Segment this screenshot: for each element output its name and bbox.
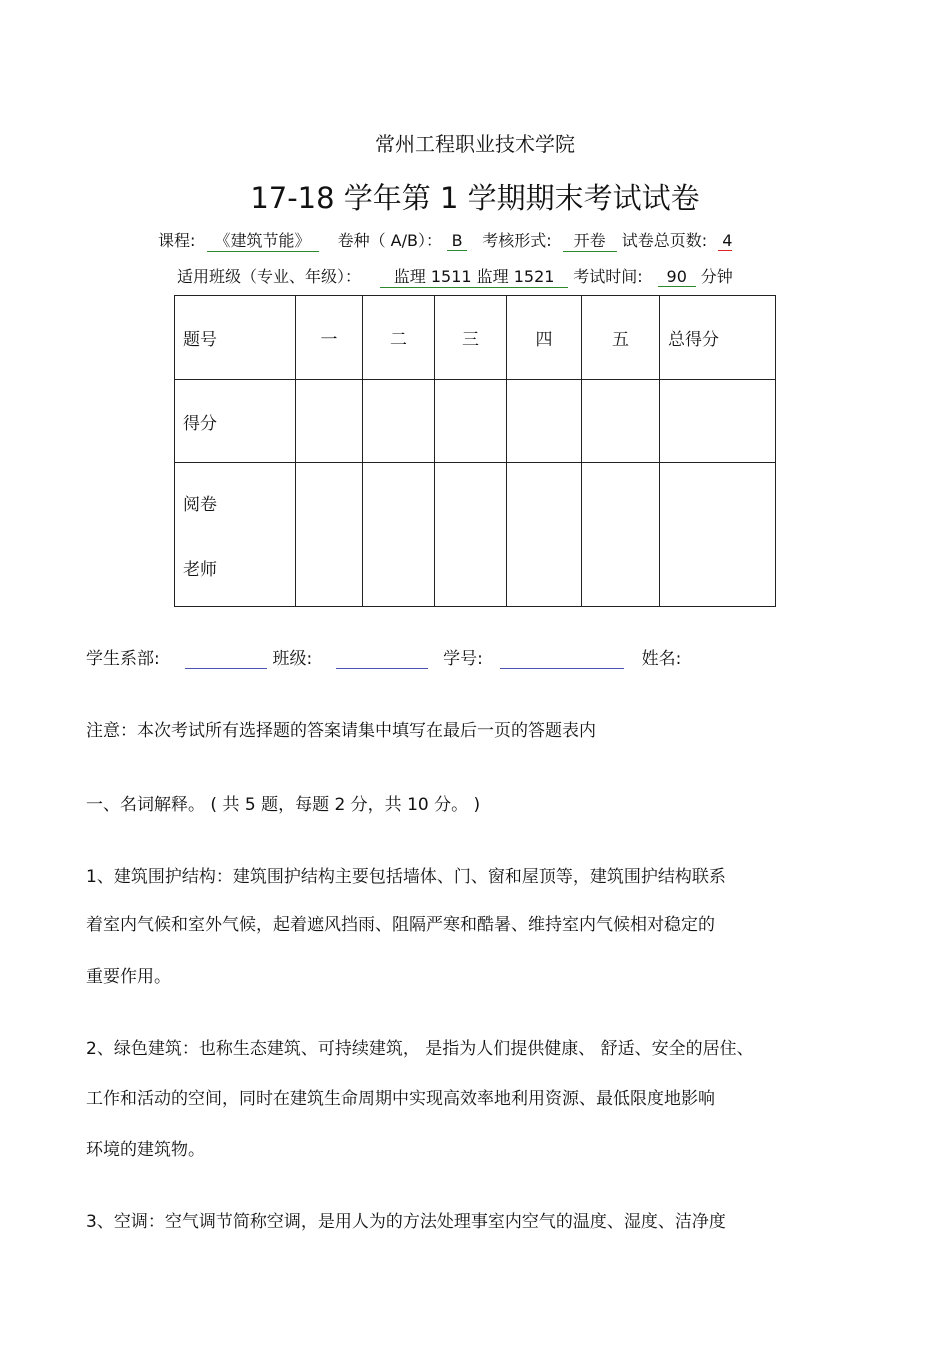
reviewer-cell[interactable] bbox=[660, 463, 776, 607]
q1-line2: 着室内气候和室外气候，起着遮风挡雨、阻隔严寒和酷暑、维持室内气候相对稳定的 bbox=[86, 915, 715, 935]
class-value: 监理 1511 监理 1521 bbox=[380, 264, 568, 288]
exam-title: 17-18 学年第 1 学期期末考试试卷 bbox=[250, 181, 700, 215]
q1-line1: 1、建筑围护结构：建筑围护结构主要包括墙体、门、窗和屋顶等，建筑围护结构联系 bbox=[86, 867, 726, 887]
exam-form-value: 开卷 bbox=[563, 228, 617, 252]
paper-type-value: B bbox=[447, 231, 467, 251]
dept-label: 学生系部: bbox=[86, 649, 160, 669]
header-q2: 二 bbox=[363, 296, 435, 380]
q2-line2: 工作和活动的空间，同时在建筑生命周期中实现高效率地利用资源、最低限度地影响 bbox=[86, 1089, 715, 1109]
score-cell[interactable] bbox=[435, 380, 507, 463]
dept-field[interactable] bbox=[185, 650, 267, 669]
total-pages-label: 试卷总页数: bbox=[621, 231, 708, 250]
score-table bbox=[174, 295, 776, 607]
score-row-label: 得分 bbox=[175, 380, 296, 463]
score-cell[interactable] bbox=[296, 380, 363, 463]
class-info-line bbox=[177, 264, 733, 288]
time-label: 考试时间: bbox=[573, 267, 643, 286]
reviewer-row bbox=[175, 463, 776, 607]
header-q3: 三 bbox=[435, 296, 507, 380]
score-cell[interactable] bbox=[507, 380, 582, 463]
reviewer-label-line2: 老师 bbox=[183, 559, 217, 580]
q2-line1: 2、绿色建筑：也称生态建筑、可持续建筑， 是指为人们提供健康、 舒适、安全的居住、 bbox=[86, 1039, 754, 1059]
reviewer-cell[interactable] bbox=[582, 463, 660, 607]
reviewer-cell[interactable] bbox=[507, 463, 582, 607]
header-total-score: 总得分 bbox=[660, 296, 776, 380]
school-name: 常州工程职业技术学院 bbox=[375, 132, 575, 156]
total-pages-value: 4 bbox=[718, 231, 732, 251]
header-q4: 四 bbox=[507, 296, 582, 380]
table-header-row bbox=[175, 296, 776, 380]
score-cell[interactable] bbox=[363, 380, 435, 463]
exam-info-line bbox=[158, 228, 732, 252]
score-cell[interactable] bbox=[582, 380, 660, 463]
reviewer-row-label bbox=[175, 463, 296, 607]
header-q5: 五 bbox=[582, 296, 660, 380]
class-field-label: 班级: bbox=[272, 649, 313, 669]
class-field[interactable] bbox=[336, 650, 428, 669]
student-id-field[interactable] bbox=[500, 650, 624, 669]
score-cell[interactable] bbox=[660, 380, 776, 463]
score-row bbox=[175, 380, 776, 463]
header-question-number: 题号 bbox=[175, 296, 296, 380]
section1-heading: 一、名词解释。 ( 共 5 题，每题 2 分，共 10 分。 ) bbox=[86, 795, 481, 815]
reviewer-cell[interactable] bbox=[435, 463, 507, 607]
time-unit: 分钟 bbox=[700, 267, 733, 286]
class-label: 适用班级（专业、年级）： bbox=[177, 267, 362, 286]
paper-type-label: 卷种（ A/B）： bbox=[337, 231, 442, 250]
header-q1: 一 bbox=[296, 296, 363, 380]
q1-line3: 重要作用。 bbox=[86, 967, 171, 987]
exam-form-label: 考核形式: bbox=[482, 231, 552, 250]
q3-line1: 3、空调：空气调节简称空调，是用人为的方法处理事室内空气的温度、湿度、洁净度 bbox=[86, 1212, 726, 1232]
student-info-line bbox=[86, 644, 681, 669]
student-id-label: 学号: bbox=[443, 649, 483, 669]
notice-text: 注意：本次考试所有选择题的答案请集中填写在最后一页的答题表内 bbox=[86, 721, 596, 741]
course-value: 《建筑节能》 bbox=[207, 228, 319, 252]
course-label: 课程: bbox=[158, 231, 196, 250]
reviewer-cell[interactable] bbox=[296, 463, 363, 607]
q2-line3: 环境的建筑物。 bbox=[86, 1140, 205, 1160]
reviewer-label-line1: 阅卷 bbox=[183, 494, 217, 515]
reviewer-cell[interactable] bbox=[363, 463, 435, 607]
time-value: 90 bbox=[658, 267, 696, 287]
student-name-label: 姓名: bbox=[641, 649, 682, 669]
